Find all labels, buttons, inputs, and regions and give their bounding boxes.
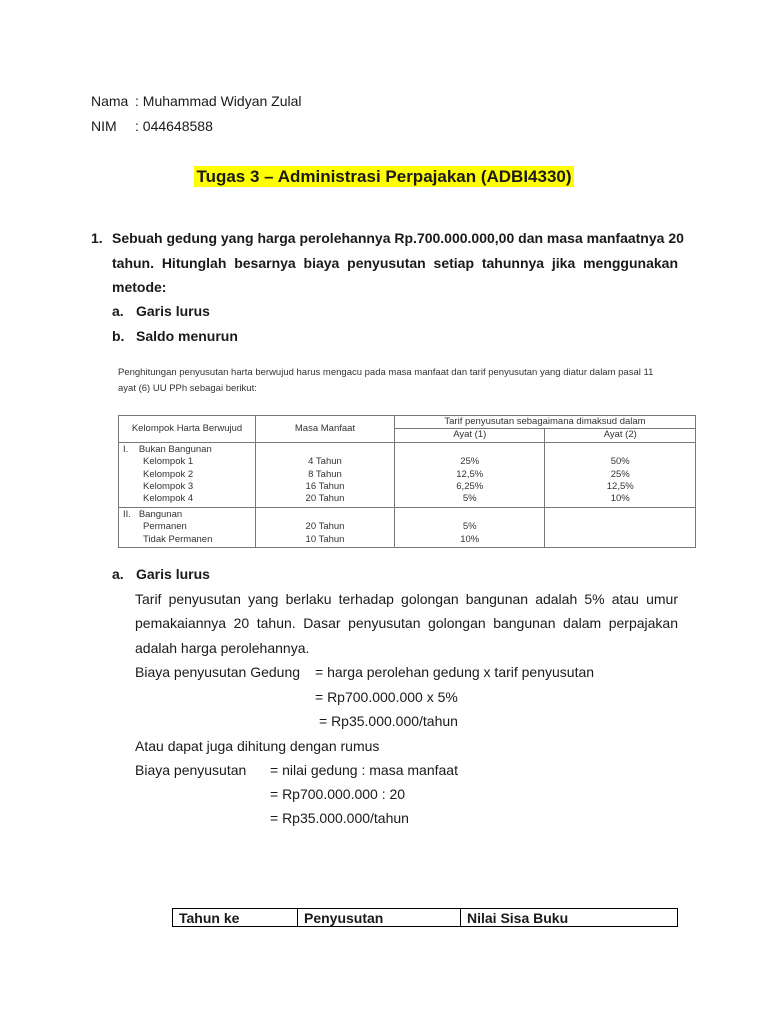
row-ayat2: 25% xyxy=(610,468,630,480)
answer-a-heading: Garis lurus xyxy=(136,566,210,582)
row-masa: 20 Tahun xyxy=(305,493,345,505)
row-name: Kelompok 3 xyxy=(143,481,194,493)
name-value: : Muhammad Widyan Zulal xyxy=(135,93,302,109)
calc1-line-2: = Rp700.000.000 x 5% xyxy=(315,689,458,705)
header-ayat1: Ayat (1) xyxy=(395,429,545,442)
calc1-line-1: = harga perolehan gedung x tarif penyusutan xyxy=(315,664,595,680)
row-masa: 10 Tahun xyxy=(305,533,345,545)
question-line-2: tahun. Hitunglah besarnya biaya penyusutan setiap tahunnya jika menggunakan xyxy=(112,255,678,271)
option-a-letter: a. xyxy=(112,303,124,319)
row-ayat1: 12,5% xyxy=(456,468,484,480)
answer-a-letter: a. xyxy=(112,566,124,582)
group-row xyxy=(119,507,696,547)
row-masa: 16 Tahun xyxy=(305,481,345,493)
row-name: Permanen xyxy=(143,521,187,533)
row-name: Tidak Permanen xyxy=(143,533,213,545)
nim-label: NIM xyxy=(91,118,117,134)
header-nilai-sisa: Nilai Sisa Buku xyxy=(461,909,678,927)
depreciation-rate-table xyxy=(118,415,696,548)
group-title: II. Bangunan xyxy=(123,508,183,520)
row-name: Kelompok 2 xyxy=(143,468,194,480)
alt-intro: Atau dapat juga dihitung dengan rumus xyxy=(135,738,380,754)
row-ayat1: 25% xyxy=(460,456,480,468)
calc2-label: Biaya penyusutan xyxy=(135,762,247,778)
header-tahun: Tahun ke xyxy=(173,909,298,927)
row-masa: 8 Tahun xyxy=(308,468,342,480)
question-number: 1. xyxy=(91,230,103,246)
page-title: Tugas 3 – Administrasi Perpajakan (ADBI4330) xyxy=(196,167,572,186)
option-b-letter: b. xyxy=(112,328,125,344)
option-b-text: Saldo menurun xyxy=(136,328,238,344)
header-masa: Masa Manfaat xyxy=(256,416,395,443)
answer-a-para-line-1: Tarif penyusutan yang berlaku terhadap golongan bangunan adalah 5% atau umur xyxy=(135,591,678,607)
row-ayat1: 6,25% xyxy=(456,481,484,493)
row-name: Kelompok 1 xyxy=(143,456,194,468)
row-ayat1: 10% xyxy=(460,533,480,545)
answer-a-para-line-3: adalah harga perolehannya. xyxy=(135,640,310,656)
embedded-note-line-2: ayat (6) UU PPh sebagai berikut: xyxy=(118,383,257,394)
group-row xyxy=(119,442,696,507)
header-kelompok: Kelompok Harta Berwujud xyxy=(119,416,256,443)
row-ayat2 xyxy=(549,534,691,546)
title-container xyxy=(0,167,768,187)
embedded-note-line-1: Penghitungan penyusutan harta berwujud harus mengacu pada masa manfaat dan tarif penyusutan yang diatur dalam pasal 11 xyxy=(118,367,654,378)
row-name: Kelompok 4 xyxy=(143,493,194,505)
question-line-1: Sebuah gedung yang harga perolehannya Rp.700.000.000,00 dan masa manfaatnya 20 xyxy=(112,230,684,246)
calc1-line-3: = Rp35.000.000/tahun xyxy=(319,713,458,729)
calc2-line-1: = nilai gedung : masa manfaat xyxy=(270,762,458,778)
answer-a-para-line-2: pemakaiannya 20 tahun. Dasar penyusutan golongan bangunan dalam perpajakan xyxy=(135,615,678,631)
header-tarif: Tarif penyusutan sebagaimana dimaksud dalam xyxy=(395,416,696,429)
option-a-text: Garis lurus xyxy=(136,303,210,319)
row-ayat2: 12,5% xyxy=(606,481,634,493)
group-title: I. Bukan Bangunan xyxy=(123,443,212,455)
header-ayat2: Ayat (2) xyxy=(545,429,696,442)
year-depreciation-table xyxy=(172,908,678,927)
calc2-line-2: = Rp700.000.000 : 20 xyxy=(270,786,406,802)
calc2-line-3: = Rp35.000.000/tahun xyxy=(270,810,409,826)
nim-value: : 044648588 xyxy=(135,118,213,134)
table-header-row xyxy=(173,909,678,927)
row-ayat1: 5% xyxy=(462,521,477,533)
row-ayat2 xyxy=(549,521,691,533)
header-penyusutan: Penyusutan xyxy=(298,909,461,927)
calc1-label: Biaya penyusutan Gedung xyxy=(135,664,301,680)
row-masa: 4 Tahun xyxy=(308,456,342,468)
name-label: Nama xyxy=(91,93,129,109)
row-ayat1: 5% xyxy=(462,493,477,505)
question-line-3: metode: xyxy=(112,279,167,295)
row-ayat2: 10% xyxy=(610,493,630,505)
row-masa: 20 Tahun xyxy=(305,521,345,533)
row-ayat2: 50% xyxy=(610,456,630,468)
